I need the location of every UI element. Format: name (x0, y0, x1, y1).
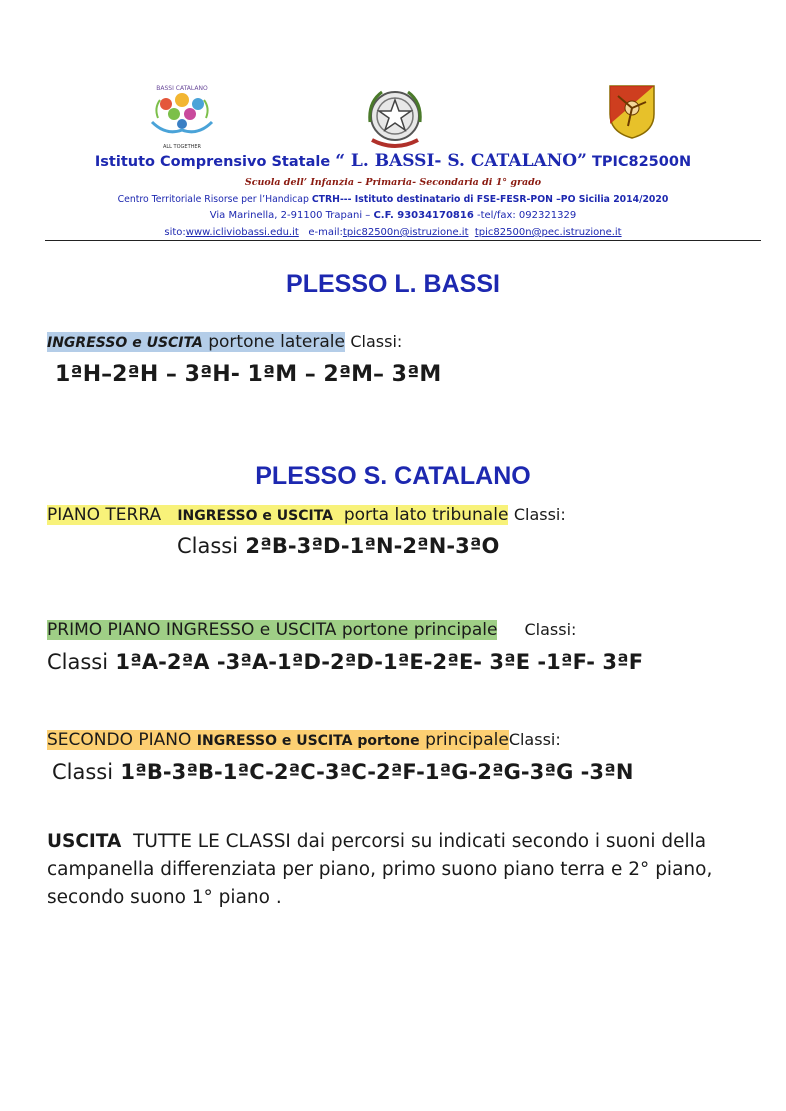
logo-school-tagline: ALL TOGETHER (162, 144, 202, 150)
bassi-label-rest: portone laterale (202, 332, 345, 352)
school-levels: Scuola dell’ Infanzia – Primaria- Secondaria di 1° grado (244, 177, 542, 188)
school-code: TPIC82500N (591, 154, 692, 170)
terra-entrance-label (47, 505, 508, 525)
title-plesso-bassi: PLESSO L. BASSI (286, 270, 500, 298)
school-logo (146, 78, 218, 152)
ctrh-line (0, 194, 786, 205)
terra-classes-prefix: Classi (177, 534, 239, 558)
primo-classes-prefix: Classi (47, 650, 109, 674)
secondo-entrance-label (47, 730, 509, 750)
uscita-paragraph (47, 828, 767, 912)
bassi-classes: 1ªH–2ªH – 3ªH- 1ªM – 2ªM– 3ªM (55, 362, 442, 387)
email-label: e-mail: (308, 227, 343, 238)
title-plesso-catalano: PLESSO S. CATALANO (255, 462, 531, 490)
school-name-main: “ L. BASSI- S. CATALANO” (335, 151, 587, 171)
terra-classi-label: Classi: (513, 505, 566, 524)
terra-entrance-line (47, 505, 566, 525)
bassi-classi-label: Classi: (350, 332, 403, 351)
address: Via Marinella, 2-91100 Trapani – (209, 210, 371, 221)
primo-classi-label: Classi: (524, 620, 577, 639)
email-link-1[interactable]: tpic82500n@istruzione.it (342, 227, 469, 238)
ctrh-prefix: Centro Territoriale Risorse per l’Handicap (117, 194, 309, 205)
primo-entrance-label: PRIMO PIANO INGRESSO e USCITA portone principale (47, 620, 498, 640)
secondo-entrance-line (47, 730, 561, 750)
fiscal-code: C.F. 93034170816 (373, 210, 474, 221)
sicily-region-logo (608, 84, 656, 140)
email-link-2[interactable]: tpic82500n@pec.istruzione.it (474, 227, 622, 238)
logo-school-text: BASSI CATALANO (156, 85, 208, 92)
secondo-classes-line (52, 760, 633, 784)
secondo-label-rest: principale (425, 730, 509, 750)
bassi-label-bold: INGRESSO e USCITA (47, 335, 203, 351)
secondo-floor: SECONDO PIANO (47, 730, 192, 750)
secondo-classes-prefix: Classi (52, 760, 114, 784)
ctrh-bold: CTRH--- Istituto destinatario di FSE-FESR-PON –PO Sicilia 2014/2020 (311, 194, 669, 205)
terra-floor: PIANO TERRA (47, 505, 162, 525)
address-line (0, 210, 786, 221)
italian-emblem-logo (358, 80, 432, 154)
terra-classes: 2ªB-3ªD-1ªN-2ªN-3ªO (245, 534, 500, 558)
primo-entrance-line (47, 620, 576, 640)
site-label: sito: (164, 227, 186, 238)
contacts-line (0, 227, 786, 238)
school-name-prefix: Istituto Comprensivo Statale (94, 154, 331, 170)
terra-label-rest: porta lato tribunale (343, 505, 509, 525)
bassi-entrance-line (47, 332, 402, 352)
header-divider (45, 240, 761, 241)
secondo-label-bold: INGRESSO e USCITA portone (196, 733, 420, 749)
primo-classes: 1ªA-2ªA -3ªA-1ªD-2ªD-1ªE-2ªE- 3ªE -1ªF- 3ªF (115, 650, 644, 674)
uscita-label: USCITA (47, 831, 122, 852)
uscita-text: TUTTE LE CLASSI dai percorsi su indicati secondo i suoni della campanella differenziata per piano, primo suono piano terra e 2° piano, secondo suono 1° piano . (47, 831, 713, 908)
site-link[interactable]: www.icliviobassi.edu.it (185, 227, 299, 238)
secondo-classes: 1ªB-3ªB-1ªC-2ªC-3ªC-2ªF-1ªG-2ªG-3ªG -3ªN (120, 760, 634, 784)
secondo-classi-label: Classi: (508, 730, 561, 749)
phone: -tel/fax: 092321329 (476, 210, 577, 221)
primo-classes-line (47, 650, 643, 674)
terra-label-bold: INGRESSO e USCITA (177, 508, 333, 524)
terra-classes-line (177, 534, 499, 558)
bassi-entrance-label (47, 332, 345, 352)
school-name (0, 151, 786, 171)
